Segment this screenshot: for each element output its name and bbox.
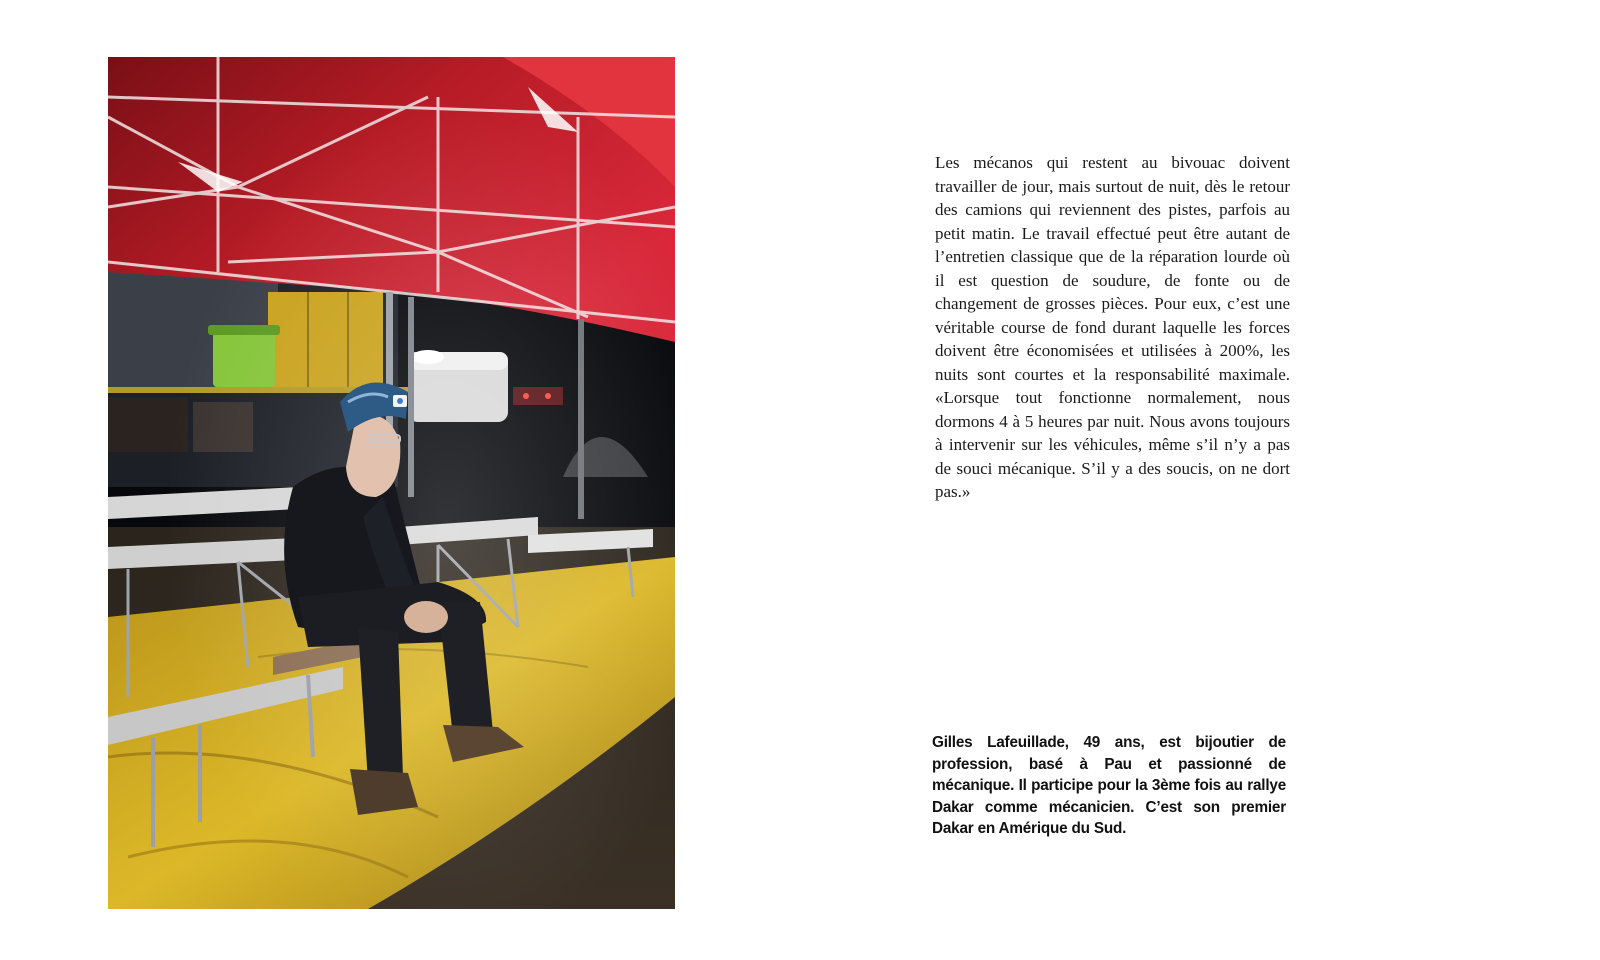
photo-caption: Gilles Lafeuillade, 49 ans, est bijoutier de profession, basé à Pau et passionné de mécanique. Il participe pour la 3ème fois au rallye Dakar comme mécanicien. C’est son premier Dakar en Amérique du Sud. — [932, 734, 1286, 837]
portrait-photo-icon — [108, 57, 675, 909]
article-body-text: Les mécanos qui restent au bivouac doivent travailler de jour, mais surtout de nuit, dès le retour des camions qui reviennent des pistes, parfois au petit matin. Le travail effectué peut être autant de l’entretien classique que de la réparation lourde où il est question de soudure, de fonte ou de changement de grosses pièces. Pour eux, c’est une véritable course de fond durant laquelle les forces doivent être économisées et utilisées à 200%, les nuits sont courtes et la responsabilité maximale. «Lorsque tout fonctionne normalement, nous dormons 4 à 5 heures par nuit. Nous avons toujours à intervenir sur les véhicules, même s’il n’y a pas de souci mécanique. S’il y a des soucis, on ne dort pas.» — [935, 153, 1290, 501]
portrait-photo — [108, 57, 675, 909]
